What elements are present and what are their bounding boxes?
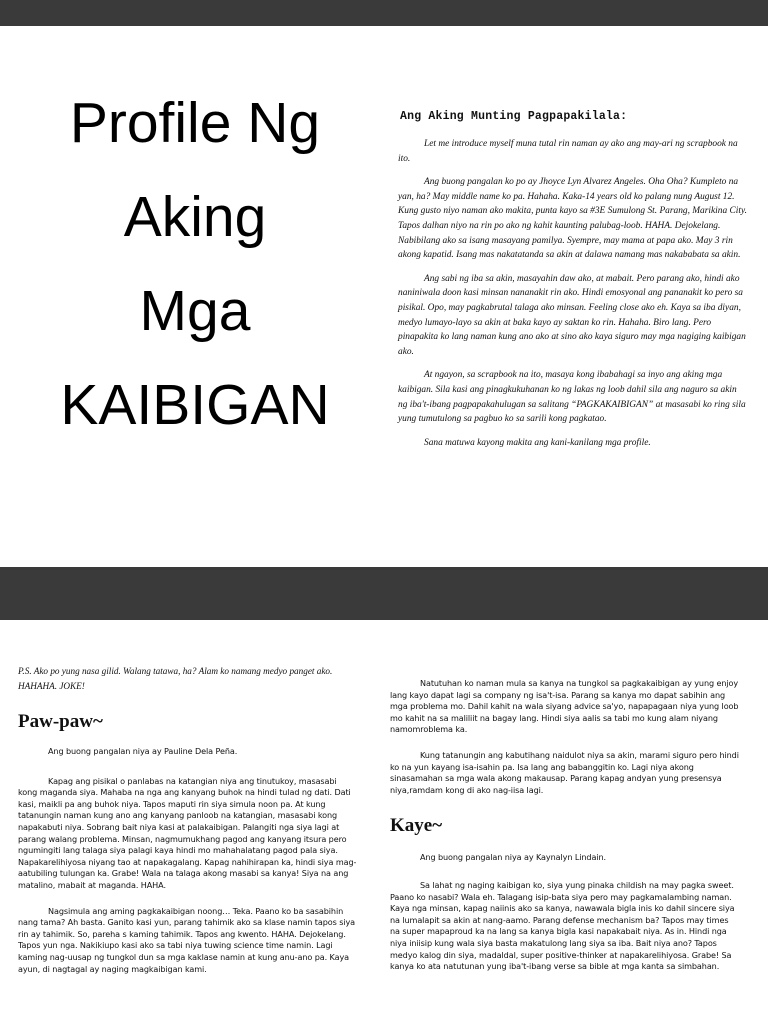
scrapbook-page-1 bbox=[0, 26, 768, 567]
left-column bbox=[18, 620, 358, 975]
intro-paragraph: Ang buong pangalan ko po ay Jhoyce Lyn Alvarez Angeles. Oha Oha? Kumpleto na yan, ha? May middle name ko pa. Hahaha. Kaka-14 years old ko palang nung August 12. Kung gusto niyo naman ako makita, punta kayo sa #3E Sumulong St. Parang, Marikina City. Tapos dalhan niyo na rin po ako ng kahit kaunting palubag-loob. HAHA. Dejokelang. Nabibilang ako sa isang masayang pamilya. Syempre, may mama at papa ako. May 3 rin akong kapatid. Isang mas nakatatanda sa akin at dalawa namang mas nakababata sa akin. bbox=[398, 177, 747, 261]
intro-paragraph: At ngayon, sa scrapbook na ito, masaya kong ibabahagi sa inyo ang aking mga kaibigan. Sila kasi ang pinagkukuhanan ko ng lakas ng loob dahil sila ang naguro sa akin ng iba't-ibang pagpapakahulugan sa salitang “PAGKAKAIBIGAN” at masasabi ko ring sila yung tumutulong sa pagbuo ko sa sarili kong pagkatao. bbox=[398, 370, 746, 425]
title-line-3: Mga bbox=[139, 279, 251, 343]
intro-paragraph: Ang sabi ng iba sa akin, masayahin daw ako, at mabait. Pero parang ako, hindi ako naniniwala doon kasi minsan nananakit rin ako. Hindi emosyonal ang pananakit ko pero sa pisikal. Opo, may pagkabrutal talaga ako minsan. Feeling close ako eh. Kaya sa iba diyan, medyo lumayo-layo sa akin at baka kayo ay saktan ko rin. Hahaha. Biro lang. Pero pinapakita ko lang naman kung ano ako at sino ako kaya siguro may mga nagiging kaibigan ako. bbox=[398, 273, 746, 357]
section-heading-pawpaw: Paw-paw~ bbox=[18, 711, 103, 732]
body-paragraph: Natutuhan ko naman mula sa kanya na tungkol sa pagkakaibigan ay yung enjoy lang kayo dapat lagi sa company ng isa't-isa. Parang sa kanya mo dapat sabihin ang mga problema mo. Dahil kahit na wala siyang advice sa'yo, napapagaan niya yung loob mo kahit na sa maliliit na bagay lang. Hindi siya aalis sa tabi mo kung alam niyang namomroblema ka. bbox=[390, 678, 739, 735]
scrapbook-page-2 bbox=[0, 620, 768, 1024]
intro-paragraph: Let me introduce myself muna tutal rin naman ay ako ang may-ari ng scrapbook na ito. bbox=[398, 139, 738, 164]
intro-paragraph: Sana matuwa kayong makita ang kani-kanilang mga profile. bbox=[424, 437, 651, 448]
body-paragraph: Nagsimula ang aming pagkakaibigan noong… Teka. Paano ko ba sasabihin nang tama? Ah basta. Ganito kasi yun, parang tahimik ako sa klase namin tapos siya rin ay tahimik. So, pareha s kaming tahimik. Tapos ang kwento. HAHA. Dejokelang. Tapos yun nga. Nakikiupo kasi ako sa tabi niya tuwing science time namin. Lagi kaming nag-uusap ng tungkol dun sa mga kaklase namin at kung anu-ano pa. Kaya ayun, di nagtagal ay naging magkaibigan kami. bbox=[18, 905, 356, 974]
body-paragraph: Ang buong pangalan niya ay Kaynalyn Lindain. bbox=[420, 852, 606, 863]
body-paragraph: Kung tatanungin ang kabutihang naidulot niya sa akin, marami siguro pero hindi ko na yun kayang isa-isahin pa. Isa lang ang babanggitin ko. Lagi niya akong sinasamahan sa mga wala akong makausap. Parang kapag andyan yung presensya niya,ramdam kong di ako nag-iisa lagi. bbox=[390, 749, 739, 795]
body-paragraph: Ang buong pangalan niya ay Pauline Dela Peña. bbox=[48, 746, 238, 756]
section-heading-kaye: Kaye~ bbox=[390, 815, 443, 837]
cover-title bbox=[0, 76, 390, 452]
intro-heading: Ang Aking Munting Pagpapakilala: bbox=[400, 110, 628, 123]
title-line-4: KAIBIGAN bbox=[60, 373, 330, 437]
body-paragraph: Sa lahat ng naging kaibigan ko, siya yung pinaka childish na may pagka sweet. Paano ko nasabi? Wala eh. Talagang isip-bata siya pero may pagkamalambing naman. Kaya nga minsan, kapag naiinis ako sa kanya, nawawala bigla inis ko dahil sincere siya na lumalapit sa akin at nang-aamo. Parang defense mechanism ba? Tapos may times na super mapaproud ka na lang sa kanya bigla kasi napakabait niya. As in. Hindi nga niya iniisip kung wala siya basta makatulong lang siya sa iba. Bait niya ano? Tapos medyo kalog din siya, madaldal, super positive-thinker at napakarelihiyosa. Grabe! Sa kanya ko ata natutunan yung iba't-ibang verse sa bible at mga kanta sa simbahan. bbox=[390, 879, 735, 972]
title-line-2: Aking bbox=[123, 185, 267, 249]
ps-note: P.S. Ako po yung nasa gilid. Walang tatawa, ha? Alam ko namang medyo panget ako. HAHAHA. JOKE! bbox=[18, 666, 333, 691]
introduction-section bbox=[398, 110, 748, 459]
title-line-1: Profile Ng bbox=[69, 91, 321, 155]
body-paragraph: Kapag ang pisikal o panlabas na katangian niya ang tinutukoy, masasabi kong maganda siya. Mahaba na nga ang kanyang buhok na hindi tulad ng dati. Dati kasi, maikli pa ang buhok niya. Tapos maputi rin siya simula noon pa. At kung tatanungin naman kung ano ang kanyang panloob na katangian, masasabi kong napakabuti niya. Sobrang bait niya kasi at palakaibigan. Palangiti nga siya lagi at parang walang problema. Minsan, nagmumukhang pagod ang kanyang itsura pero ngumingiti lang talaga siya palagi kaya hindi mo mahahalatang pagod pala siya. Napakarelihiyosa niyang tao at napakagalang. Kapag nahihirapan ka, hindi siya mag-aatubiling tulungan ka. Grabe! Wala na talaga akong masabi sa kanya! Siya na ang matalino, mabait at maganda. HAHA. bbox=[18, 775, 357, 890]
right-column bbox=[390, 620, 740, 973]
